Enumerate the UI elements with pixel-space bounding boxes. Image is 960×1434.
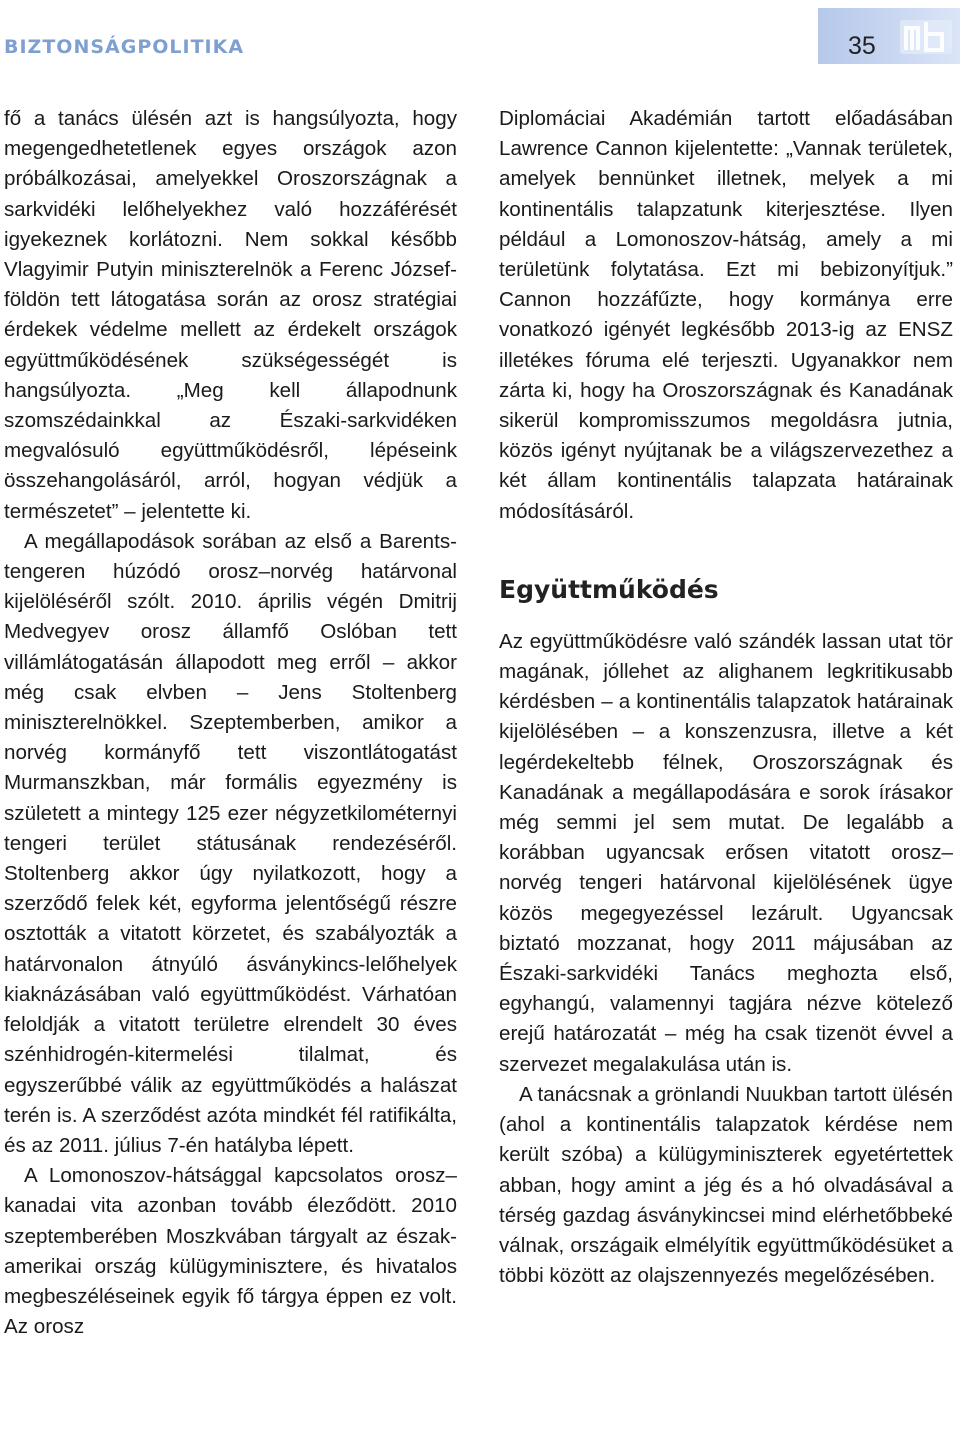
section-label: BIZTONSÁGPOLITIKA [4, 36, 245, 58]
body-paragraph: fő a tanács ülésén azt is hangsúlyozta, hogy megengedhetetlenek egyes országok azon próbálkozásai, amelyekkel Oroszországnak a sarkvidéki lelőhelyekhez való hozzáférését igyekeznek korlátozni. Nem sokkal később Vlagyimir Putyin miniszterelnök a Ferenc József-földön tett látogatása során az orosz stratégiai érdekek védelme mellett az érdekelt országok együttműködésének szükségességét is hangsúlyozta. „Meg kell állapodnunk szomszédainkkal az Északi-sarkvidéken megvalósuló együttműködésről, lépéseink összehangolásáról, arról, hogyan védjük a természetet” – jelentette ki. [4, 107, 457, 523]
left-column [4, 104, 457, 1342]
body-paragraph: A Lomonoszov-hátsággal kapcsolatos orosz–kanadai vita azonban tovább éleződött. 2010 szeptemberében Moszkvában tárgyalt az észak-amerikai ország külügyminisztere, és hivatalos megbeszéléseinek egyik fő tárgya éppen ez volt. Az orosz [4, 1164, 457, 1339]
body-paragraph: A tanácsnak a grönlandi Nuukban tartott ülésén (ahol a kontinentális talapzatok kérdése nem került szóba) a külügyminiszterek egyetértettek abban, hogy amint a jég és a hó olvadásával a térség gazdag ásványkincsei mind elérhetőbbeké válnak, országaik elmélyítik együttműködésüket a többi között az olajszennyezés megelőzésében. [499, 1082, 953, 1288]
nb-logo-icon [898, 14, 954, 60]
page-number-tab [818, 8, 960, 64]
section-heading: Együttműködés [499, 574, 719, 604]
body-paragraph: Diplomáciai Akadémián tartott előadásában Lawrence Cannon kijelentette: „Vannak területek, amelyek bennünket illetnek, melyek a mi kontinentális talapzatunk kiterjesztése. Ilyen például a Lomonoszov-hátság, amely a mi területünk folytatása. Ezt mi bebizonyítjuk.” Cannon hozzáfűzte, hogy kormánya erre vonatkozó igényét legkésőbb 2013-ig az ENSZ illetékes fóruma elé terjeszti. Ugyanakkor nem zárta ki, hogy ha Oroszországnak és Kanadának sikerül kompromisszumos megoldásra jutnia, közös igényt nyújtanak be a világszervezethez a két állam kontinentális talapzata határainak módosításáról. [499, 107, 953, 523]
page-number: 35 [848, 32, 876, 60]
body-paragraph: A megállapodások sorában az első a Barents-tengeren húzódó orosz–norvég határvonal kijelöléséről szólt. 2010. április végén Dmitrij Medvegyev orosz államfő Oslóban tett villámlátogatásán állapodott meg erről – akkor még csak elvben – Jens Stoltenberg miniszterelnökkel. Szeptemberben, amikor a norvég kormányfő tett viszontlátogatást Murmanszkban, már formális egyezmény is született a mintegy 125 ezer négyzetkilométernyi tengeri terület státusának rendezéséről. Stoltenberg akkor úgy nyilatkozott, hogy a szerződő felek két, egyforma jelentőségű részre osztották a vitatott körzetet, és szabályozták a határvonalon átnyúló ásványkincs-lelőhelyek kiaknázásában való együttműködést. Várhatóan feloldják a vitatott területre elrendelt 30 éves szénhidrogén-kitermelési tilalmat, és egyszerűbbé válik az együttműködés a halászat terén is. A szerződést azóta mindkét fél ratifikálta, és az 2011. július 7-én hatályba lépett. [4, 529, 457, 1157]
right-column [499, 104, 953, 1291]
body-paragraph: Az együttműködésre való szándék lassan utat tör magának, jóllehet az alighanem legkritikusabb kérdésben – a kontinentális talapzatok határainak kijelölésében – a konszenzusra, illetve a két legérdekeltebb félnek, Oroszországnak és Kanadának a megállapodására e sorok írásakor még semmi jel sem mutat. De legalább a korábban ugyancsak erősen vitatott orosz–norvég tengeri határvonal kijelölésének ügye közös megegyezéssel lezárult. Ugyancsak biztató mozzanat, hogy 2011 májusában az Északi-sarkvidéki Tanács meghozta első, egyhangú, valamennyi tagjára nézve kötelező erejű határozatát – még ha csak tizenöt évvel a szervezet megalakulása után is. [499, 629, 953, 1076]
